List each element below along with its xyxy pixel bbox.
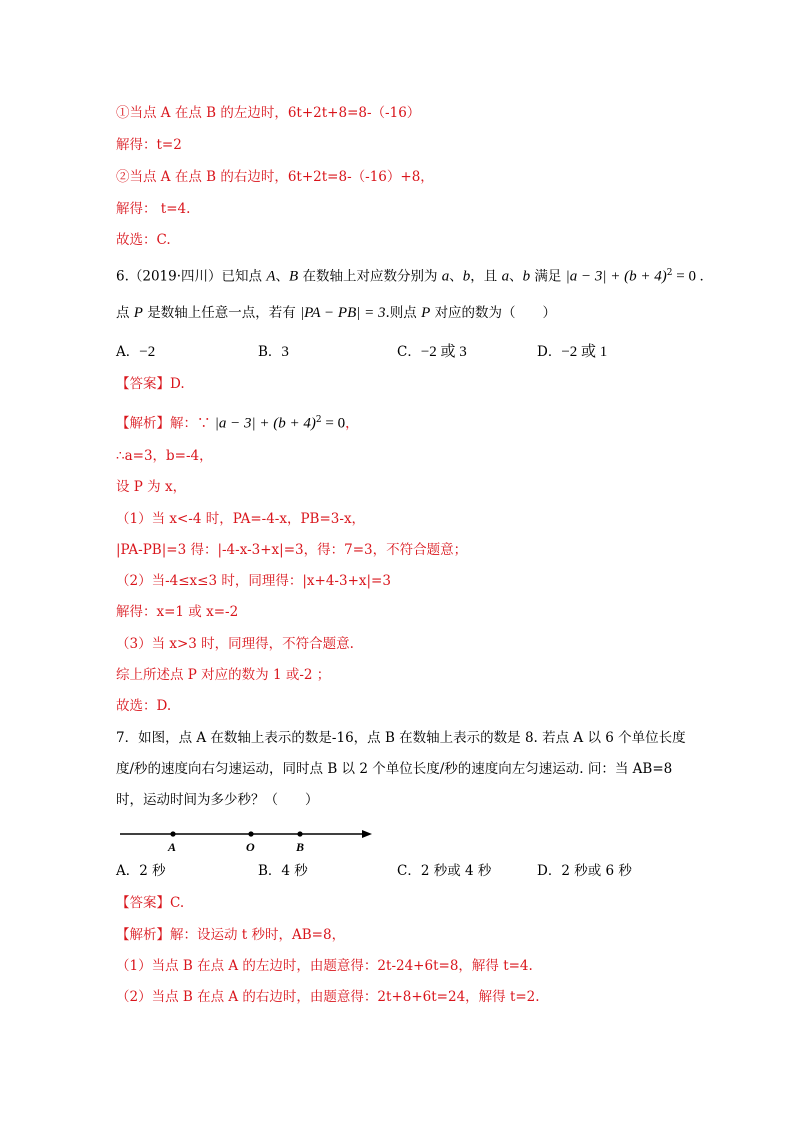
label-o: O	[246, 840, 255, 854]
point-a: A	[266, 268, 276, 285]
q6-step-7: （3）当 x>3 时，同理得，不符合题意.	[116, 636, 354, 652]
label-a: A	[168, 840, 177, 854]
papb-formula: |PA − PB| = 3	[300, 305, 386, 321]
q6-choice-d: D．−2 或 1	[537, 344, 608, 360]
solution-line-3: ②当点 A 在点 B 的右边时，6t+2t=8-（-16）+8，	[116, 169, 434, 185]
q6-step-8: 综上所述点 P 对应的数为 1 或-2 ；	[116, 667, 331, 683]
arrow-head-icon	[362, 830, 372, 838]
q7-choice-b: B．4 秒	[258, 863, 308, 879]
point-b-dot	[297, 831, 302, 836]
solution-line-2: 解得：t=2	[116, 137, 182, 153]
number-line-figure	[116, 822, 378, 854]
q6-step-1: ∴a=3，b=-4，	[116, 448, 213, 464]
question-7-line-3: 时，运动时间为多少秒？（ ）	[116, 792, 319, 808]
q7-analysis: 【解析】解：设运动 t 秒时，AB=8，	[116, 927, 346, 943]
solution-line-5: 故选：C.	[116, 232, 171, 248]
condition-formula: |a − 3| + (b + 4)	[565, 268, 667, 285]
label-b: B	[296, 840, 305, 854]
q6-step-3: （1）当 x<-4 时，PA=-4-x，PB=3-x，	[116, 511, 366, 527]
question-7-line-2: 度/秒的速度向右匀速运动，同时点 B 以 2 个单位长度/秒的速度向左匀速运动. 问：当 AB=8	[116, 761, 673, 777]
solution-line-4: 解得： t=4.	[116, 201, 191, 217]
question-7-line-1: 7．如图，点 A 在数轴上表示的数是-16，点 B 在数轴上表示的数是 8. 若点 A 以 6 个单位长度	[116, 730, 686, 746]
q6-step-2: 设 P 为 x，	[116, 479, 187, 495]
question-6-line-1: 6.（2019·四川）已知点 A、B 在数轴上对应数分别为 a、b，且 a、b 满足 $|a - 3| + (b + 4)^2 = 0$ .	[116, 268, 704, 285]
q7-choice-c: C．2 秒或 4 秒	[397, 863, 492, 879]
q7-step-2: （2）当点 B 在点 A 的右边时，由题意得：2t+8+6t=24，解得 t=2.	[116, 989, 540, 1005]
q7-choice-d: D．2 秒或 6 秒	[537, 863, 632, 879]
point-a-dot	[170, 831, 175, 836]
q6-choice-b: B．3	[258, 344, 289, 360]
question-6-line-2: 点 P 是数轴上任意一点，若有 |PA − PB| = 3.则点 P 对应的数为（ ）	[116, 305, 557, 321]
q6-step-4: |PA-PB|=3 得：|-4-x-3+x|=3，得：7=3，不符合题意；	[116, 542, 468, 558]
q6-step-5: （2）当-4≤x≤3 时，同理得：|x+4-3+x|=3	[116, 573, 391, 589]
q6-choice-a: A．−2	[116, 344, 156, 360]
solution-line-1: ①当点 A 在点 B 的左边时，6t+2t+8=8-（-16）	[116, 105, 421, 121]
q6-answer: 【答案】D.	[116, 376, 185, 392]
q7-step-1: （1）当点 B 在点 A 的左边时，由题意得：2t-24+6t=8，解得 t=4.	[116, 958, 533, 974]
point-b: B	[289, 268, 299, 285]
q6-step-6: 解得：x=1 或 x=-2	[116, 604, 239, 620]
q6-choice-c: C．−2 或 3	[397, 344, 467, 360]
q7-answer: 【答案】C.	[116, 895, 185, 911]
origin-dot	[248, 831, 253, 836]
q6-analysis-head: 【解析】解：∵ $|a - 3| + (b + 4)^2 = 0$，	[116, 415, 359, 432]
q7-choice-a: A．2 秒	[116, 863, 166, 879]
q6-step-9: 故选：D.	[116, 698, 172, 714]
